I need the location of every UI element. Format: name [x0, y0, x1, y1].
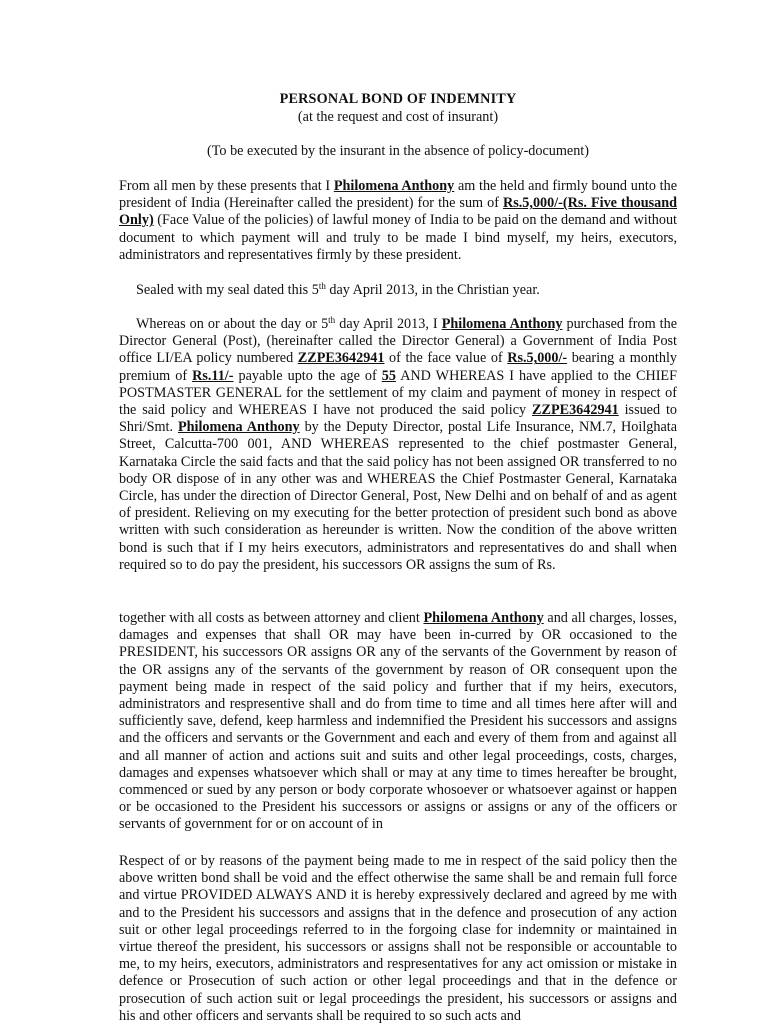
monthly-premium: Rs.11/- [192, 367, 234, 384]
policy-number: ZZPE3642941 [297, 350, 385, 367]
paragraph-whereas [119, 316, 677, 574]
paragraph-text: payable upto the age of [233, 367, 382, 384]
paragraph-text: AND WHEREAS I have applied to the CHIEF POSTMASTER GENERAL for the settlement of my claim and payment of money in respect of the said policy and WHEREAS I have not produced the said policy [119, 367, 677, 419]
paragraph-text: From all men by these presents that I [119, 178, 334, 194]
bond-amount: Rs.5,000/-(Rs. Five thousand Only) [119, 195, 677, 229]
paragraph-text: and all charges, losses, damages and expenses that shall OR may have been in-curred by OR occasioned to the PRESIDENT, his successors OR assigns OR any of the servants of the Government by reason of the OR assigns any of the servants of the government by reason of OR consequent upon the payment being made in respect of the said policy and further that if my heirs, executors, administrators and respresentive shall and do from time to time and all times here after will and sufficiently save, defend, keep harmless and indemnified the President his successors and assigns and the officers and servants or the Government and each and every of them from and against all and all manner of action and actions suit and suits and other legal proceedings, costs, charges, damages and expenses whatsoever which shall or may at any time to times hereafter be brought, commenced or sued by any person or body corporate whosoever or whatsoever against or happen or be occasioned to the President his successors or assigns or assigns or any of the officers or servants of government for or on account of in [119, 610, 677, 833]
paragraph-seal-date [119, 282, 677, 299]
paragraph-text: by the Deputy Director, postal Life Insurance, NM.7, Hoilghata Street, Calcutta-700 001, AND WHEREAS represented to the chief postmaster General, Karnataka Circle the said facts and that the said policy has not been assigned OR transferred to no body OR dispose of in any other was and WHEREAS the Chief Postmaster General, Karnataka Circle, has under the direction of Director General, Post, New Delhi and on behalf of and as agent of president. Relieving on my executing for the better protection of president such bond as above written with such consideration as hereunder is written. Now the condition of the above written bond is such that if I my heirs executors, administrators and representatives do and shall when required so to do pay the president, his successors OR assigns the sum of Rs. [119, 419, 678, 573]
ordinal-suffix: th [318, 281, 326, 291]
paragraph-text: of the face value of [384, 350, 508, 367]
insurant-name: Philomena Anthony [423, 610, 544, 626]
paragraph-text: purchased from the Director General (Post), (hereinafter called the Director General) a Government of India Post office LI/EA policy numbered [119, 316, 677, 367]
policy-number: ZZPE3642941 [532, 402, 619, 419]
paragraph-text: issued to [618, 402, 677, 419]
insurant-name: Philomena Anthony [441, 316, 563, 332]
paragraph-text: Sealed with my seal dated this 5 [136, 282, 319, 298]
paragraph-bond-statement [119, 178, 677, 264]
paragraph-text: am the held and firmly bound unto the president of India (Hereinafter called the president) for the sum of [119, 178, 677, 212]
paragraph-text: Whereas on or about the day or 5 [136, 316, 329, 332]
paragraph-respect: Respect of or by reasons of the payment being made to me in respect of the said policy then the above written bond shall be void and the effect otherwise the same shall be and remain full force and virtue PROVIDED ALWAYS AND it is hereby expressively declared and agreed by me with and to the President his successors and assigns that in the defence and prosecution of any action suit or other legal proceedings referred to in the forgoing clase for indemnity or maintained in virtue thereof the president, his successors or assigns shall not be responsible or accountable to me, to my heirs, executors, administrators and respresentatives for any act omission or mistake in defence or Prosecution of such action or other legal proceedings and that in the defence or prosecution of such action suit or legal proceedings the president, his successors or assigns and his and other officers and servants shall be required to so such acts and [119, 853, 677, 1024]
paragraph-text: day April 2013, I [335, 316, 442, 332]
insurant-name: Philomena Anthony [333, 178, 455, 194]
document-subtitle: (at the request and cost of insurant) [297, 109, 499, 125]
paragraph-text: together with all costs as between attorney and client [119, 610, 424, 626]
paragraph-text: day April 2013, in the Christian year. [325, 282, 540, 298]
execution-note: (To be executed by the insurant in the absence of policy-document) [207, 143, 589, 159]
honorific: Shri/Smt. [119, 419, 174, 436]
sum-assured: Rs.5,000/- [507, 350, 568, 367]
insurant-name: Philomena Anthony [177, 419, 300, 436]
paragraph-together [119, 610, 677, 834]
document-title: PERSONAL BOND OF INDEMNITY [279, 91, 517, 107]
ordinal-suffix: th [328, 315, 336, 325]
paragraph-text: bearing a monthly premium of [119, 350, 677, 384]
paragraph-text: (Face Value of the policies) of lawful money of India to be paid on the demand and without document to which payment will and truly to be made I bind myself, my heirs, executors, administrators and representatives firmly by these president. [119, 212, 677, 263]
maturity-age: 55 [381, 367, 396, 384]
